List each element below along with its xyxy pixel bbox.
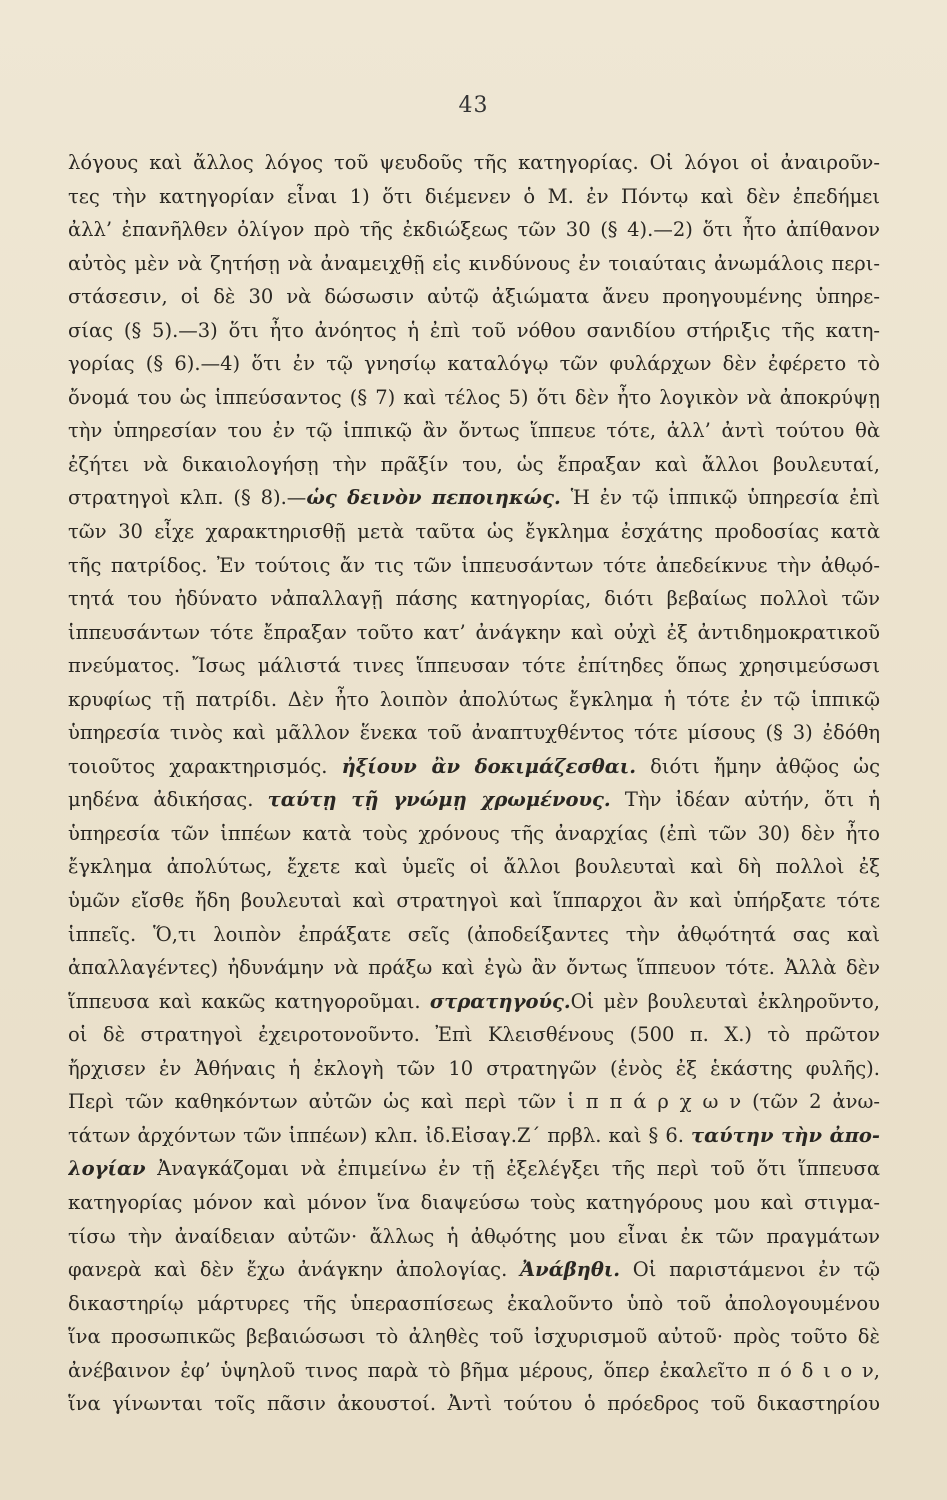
body-text — [68, 146, 880, 1421]
text-span: ἀλλ’ ἐπανῆλθεν ὀλίγον πρὸ τῆς ἐκδιώξεως τῶν 30 (§ 4).—2) ὅτι ἦτο ἀπίθανον — [68, 218, 880, 242]
text-span: ἤρχισεν ἐν Ἀθήναις ἡ ἐκλογὴ τῶν 10 στρατηγῶν (ἑνὸς ἐξ ἑκάστης φυλῆς). — [68, 1056, 880, 1080]
text-line — [68, 716, 880, 750]
text-span: μηδένα ἀδικήσας. — [68, 788, 268, 812]
text-span: πνεύματος. Ἴσως μάλιστά τινες ἵππευσαν τότε ἐπίτηδες ὅπως χρησιμεύσωσι — [68, 654, 880, 678]
text-span: Ἀναγκάζομαι νὰ ἐπιμείνω ἐν τῇ ἐξελέγξει τῆς περὶ τοῦ ὅτι ἵππευσα — [145, 1157, 880, 1181]
text-span: τῆς πατρίδος. Ἐν τούτοις ἄν τις τῶν ἱππευσάντων τότε ἀπεδείκνυε τὴν ἀθῳό- — [68, 553, 880, 577]
text-span: λόγους καὶ ἄλλος λόγος τοῦ ψευδοῦς τῆς κατηγορίας. Οἱ λόγοι οἱ ἀναιροῦν- — [68, 151, 880, 174]
text-span: Τὴν ἰδέαν αὐτήν, ὅτι ἡ — [610, 788, 880, 812]
text-span: ὄνομά του ὡς ἱππεύσαντος (§ 7) καὶ τέλος 5) ὅτι δὲν ἦτο λογικὸν νὰ ἀποκρύψῃ — [68, 385, 880, 409]
text-line — [68, 515, 880, 549]
text-line — [68, 1052, 880, 1086]
text-span: τίσω τὴν ἀναίδειαν αὐτῶν· ἄλλως ἡ ἀθῳότης μου εἶναι ἐκ τῶν πραγμάτων — [68, 1224, 880, 1248]
text-span: τες τὴν κατηγορίαν εἶναι 1) ὅτι διέμενεν ὁ Μ. ἐν Πόντῳ καὶ δὲν ἐπεδήμει — [68, 184, 880, 208]
text-span: ἱππευσάντων τότε ἔπραξαν τοῦτο κατ’ ἀνάγκην καὶ οὐχὶ ἐξ ἀντιδημοκρατικοῦ — [68, 620, 880, 644]
text-span: γορίας (§ 6).—4) ὅτι ἐν τῷ γνησίῳ καταλόγῳ τῶν φυλάρχων δὲν ἐφέρετο τὸ — [68, 352, 880, 376]
text-span: Οἱ παριστάμενοι ἐν τῷ — [620, 1258, 880, 1282]
italic-lemma: ταύτην τὴν ἀπο- — [691, 1123, 880, 1147]
text-span: τῶν 30 εἶχε χαρακτηρισθῇ μετὰ ταῦτα ὡς ἔγκλημα ἐσχάτης προδοσίας κατὰ — [68, 520, 880, 544]
text-line — [68, 850, 880, 884]
text-line — [68, 448, 880, 482]
italic-lemma: Ἀνάβηθι. — [520, 1258, 621, 1282]
text-span: τητά του ἠδύνατο νἀπαλλαγῇ πάσης κατηγορίας, διότι βεβαίως πολλοὶ τῶν — [68, 587, 880, 611]
text-span: στρατηγοὶ κλπ. (§ 8).— — [68, 486, 307, 510]
text-line — [68, 314, 880, 348]
text-line — [68, 649, 880, 683]
text-line — [68, 280, 880, 314]
text-line — [68, 381, 880, 415]
text-span: φανερὰ καὶ δὲν ἔχω ἀνάγκην ἀπολογίας. — [68, 1258, 521, 1282]
text-line — [68, 213, 880, 247]
text-line — [68, 146, 880, 180]
text-span: αὐτὸς μὲν νὰ ζητήσῃ νὰ ἀναμειχθῇ εἰς κινδύνους ἐν τοιαύταις ἀνωμάλοις περι- — [68, 251, 880, 275]
text-span: οἱ δὲ στρατηγοὶ ἐχειροτονοῦντο. Ἐπὶ Κλεισθένους (500 π. Χ.) τὸ πρῶτον — [68, 1023, 880, 1047]
text-span: ἵππευσα καὶ κακῶς κατηγοροῦμαι. — [68, 989, 430, 1013]
text-line — [68, 1186, 880, 1220]
text-line — [68, 549, 880, 583]
text-line — [68, 1220, 880, 1254]
text-line — [68, 985, 880, 1019]
text-line — [68, 817, 880, 851]
text-span: δικαστηρίῳ μάρτυρες τῆς ὑπερασπίσεως ἐκαλοῦντο ὑπὸ τοῦ ἀπολογουμένου — [68, 1291, 880, 1315]
text-span: ἔγκλημα ἀπολύτως, ἔχετε καὶ ὑμεῖς οἱ ἄλλοι βουλευταὶ καὶ δὴ πολλοὶ ἐξ — [68, 855, 880, 879]
text-span: Ἡ ἐν τῷ ἱππικῷ ὑπηρεσία ἐπὶ — [560, 486, 880, 510]
text-line — [68, 247, 880, 281]
text-span: ὑμῶν εἴσθε ἤδη βουλευταὶ καὶ στρατηγοὶ καὶ ἵππαρχοι ἂν καὶ ὑπήρξατε τότε — [68, 889, 880, 913]
text-line — [68, 884, 880, 918]
text-span: τὴν ὑπηρεσίαν του ἐν τῷ ἱππικῷ ἂν ὄντως ἵππευε τότε, ἀλλ’ ἀντὶ τούτου θὰ — [68, 419, 880, 443]
text-span: ἀνέβαινον ἐφ’ ὑψηλοῦ τινος παρὰ τὸ βῆμα μέρους, ὅπερ ἐκαλεῖτο π ό δ ι ο ν, — [68, 1358, 880, 1382]
text-line — [68, 951, 880, 985]
text-line — [68, 1354, 880, 1388]
italic-lemma: ὡς δεινὸν πεποιηκώς. — [306, 486, 561, 510]
text-line — [68, 582, 880, 616]
text-span: ἐζήτει νὰ δικαιολογήσῃ τὴν πρᾶξίν του, ὡς ἔπραξαν καὶ ἄλλοι βουλευταί, — [68, 452, 880, 476]
text-span: ἱππεῖς. Ὅ,τι λοιπὸν ἐπράξατε σεῖς (ἀποδείξαντες τὴν ἀθῳότητά σας καὶ — [68, 922, 880, 946]
text-line — [68, 414, 880, 448]
text-line — [68, 750, 880, 784]
text-span: Περὶ τῶν καθηκόντων αὐτῶν ὡς καὶ περὶ τῶν ἱ π π ά ρ χ ω ν (τῶν 2 ἀνω- — [68, 1090, 880, 1114]
text-line — [68, 1152, 880, 1186]
text-line — [68, 683, 880, 717]
text-line — [68, 1018, 880, 1052]
page-number: 43 — [458, 93, 489, 118]
text-line — [68, 180, 880, 214]
text-span: στάσεσιν, οἱ δὲ 30 νὰ δώσωσιν αὐτῷ ἀξιώματα ἄνευ προηγουμένης ὑπηρε- — [68, 285, 880, 309]
text-span: κατηγορίας μόνον καὶ μόνον ἵνα διαψεύσω τοὺς κατηγόρους μου καὶ στιγμα- — [68, 1190, 880, 1214]
text-line — [68, 1253, 880, 1287]
text-line — [68, 616, 880, 650]
text-line — [68, 1119, 880, 1153]
italic-lemma: στρατηγούς. — [429, 989, 571, 1013]
text-span: ἀπαλλαγέντες) ἠδυνάμην νὰ πράξω καὶ ἐγὼ ἂν ὄντως ἵππευον τότε. Ἀλλὰ δὲν — [68, 956, 880, 980]
text-span: ἵνα γίνωνται τοῖς πᾶσιν ἀκουστοί. Ἀντὶ τούτου ὁ πρόεδρος τοῦ δικαστηρίου — [68, 1392, 880, 1416]
text-span: κρυφίως τῇ πατρίδι. Δὲν ἦτο λοιπὸν ἀπολύτως ἔγκλημα ἡ τότε ἐν τῷ ἱππικῷ — [68, 687, 880, 711]
italic-lemma: λογίαν — [68, 1157, 146, 1181]
text-span: τάτων ἀρχόντων τῶν ἱππέων) κλπ. ἰδ.Εἰσαγ.Ζ΄ πρβλ. καὶ § 6. — [68, 1123, 692, 1147]
text-span: ὑπηρεσία τῶν ἱππέων κατὰ τοὺς χρόνους τῆς ἀναρχίας (ἐπὶ τῶν 30) δὲν ἦτο — [68, 821, 880, 845]
text-span: ἵνα προσωπικῶς βεβαιώσωσι τὸ ἀληθὲς τοῦ ἰσχυρισμοῦ αὐτοῦ· πρὸς τοῦτο δὲ — [68, 1325, 880, 1349]
text-span: σίας (§ 5).—3) ὅτι ἦτο ἀνόητος ἡ ἐπὶ τοῦ νόθου σανιδίου στήριξις τῆς κατη- — [68, 318, 880, 342]
text-line — [68, 347, 880, 381]
text-line — [68, 783, 880, 817]
text-line — [68, 481, 880, 515]
text-line — [68, 918, 880, 952]
text-span: διότι ἤμην ἀθῷος ὡς — [636, 754, 880, 778]
italic-lemma: ταύτῃ τῇ γνώμῃ χρωμένους. — [267, 788, 611, 812]
text-span: τοιοῦτος χαρακτηρισμός. — [68, 754, 342, 778]
text-line — [68, 1320, 880, 1354]
text-line — [68, 1287, 880, 1321]
text-span: Οἱ μὲν βουλευταὶ ἐκληροῦντο, — [570, 989, 880, 1013]
italic-lemma: ἠξίουν ἂν δοκιμάζεσθαι. — [341, 754, 637, 778]
text-span: ὑπηρεσία τινὸς καὶ μᾶλλον ἕνεκα τοῦ ἀναπτυχθέντος τότε μίσους (§ 3) ἐδόθη — [68, 721, 880, 745]
text-line — [68, 1387, 880, 1421]
text-line — [68, 1085, 880, 1119]
